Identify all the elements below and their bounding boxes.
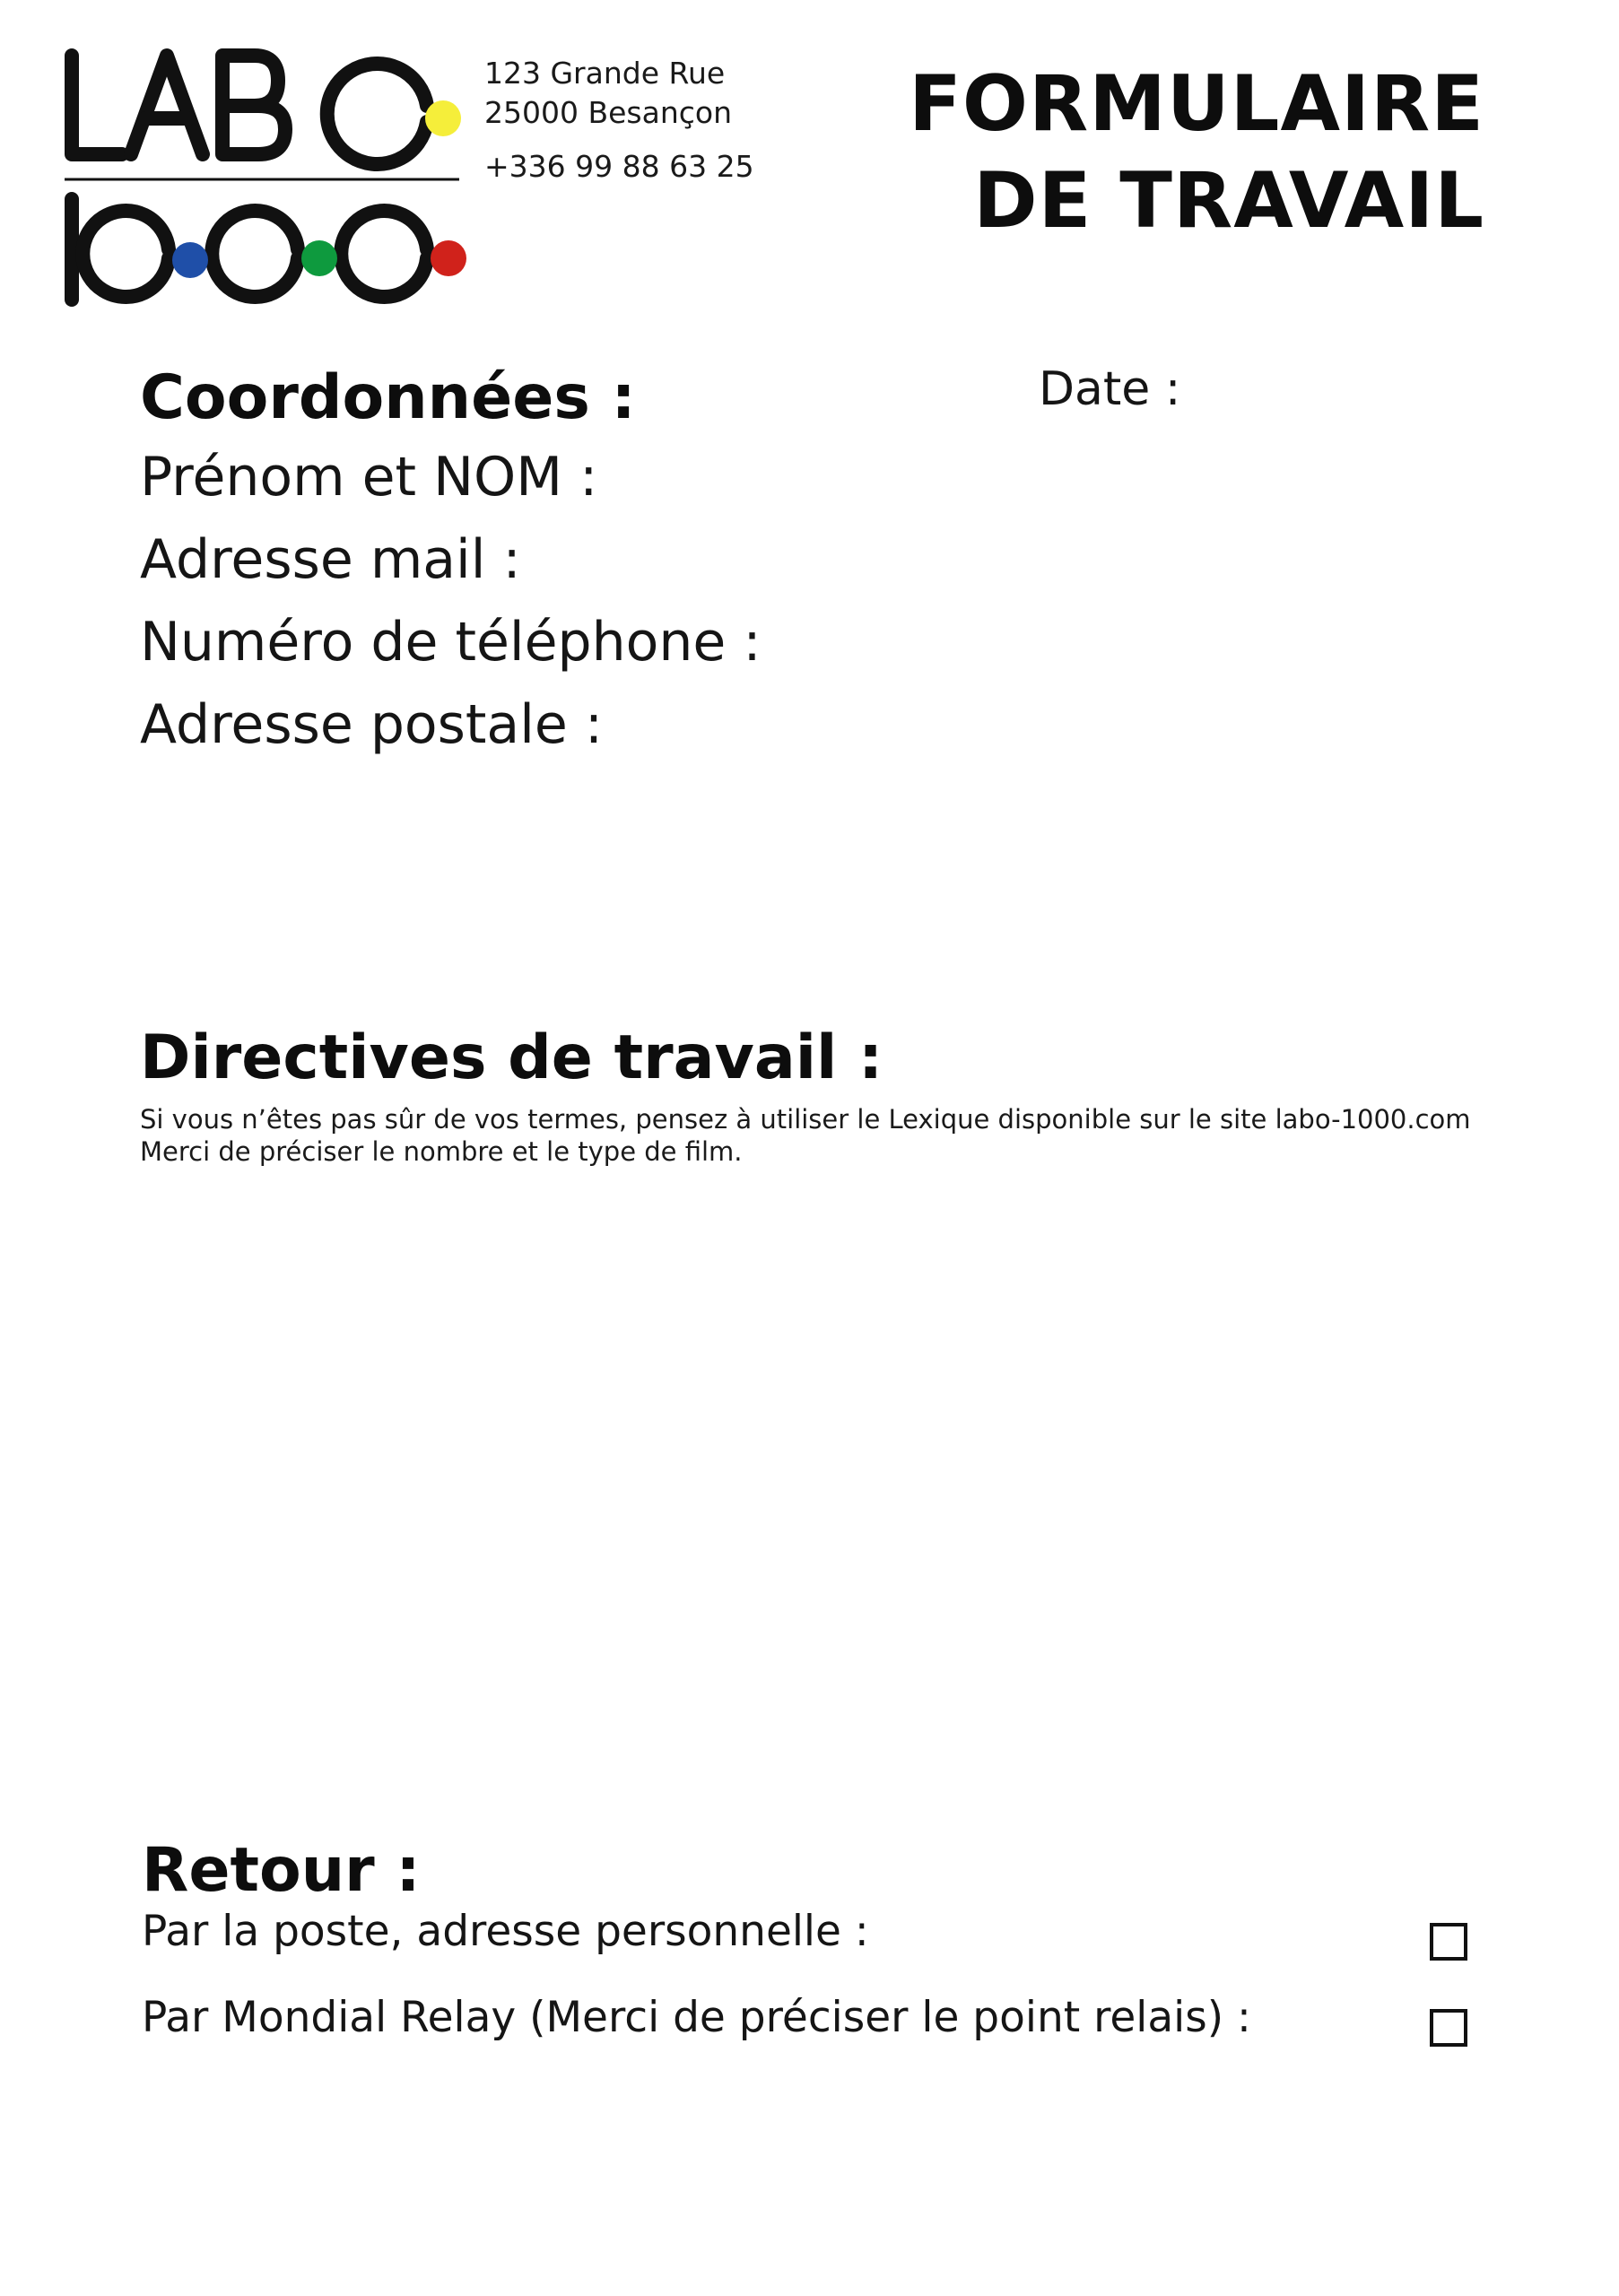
postal-address-label: Adresse postale :	[140, 693, 604, 756]
email-label: Adresse mail :	[140, 528, 521, 591]
return-post-checkbox[interactable]	[1430, 1923, 1467, 1961]
blue-dot	[172, 242, 208, 278]
return-relay-checkbox[interactable]	[1430, 2009, 1467, 2047]
retour-heading: Retour :	[142, 1835, 421, 1906]
green-dot	[301, 240, 337, 276]
yellow-dot	[425, 100, 461, 136]
return-post-label: Par la poste, adresse personnelle :	[142, 1907, 869, 1956]
name-label: Prénom et NOM :	[140, 446, 598, 509]
return-relay-label: Par Mondial Relay (Merci de préciser le point relais) :	[142, 1993, 1251, 2042]
directives-heading: Directives de travail :	[140, 1022, 883, 1093]
form-title-line1: FORMULAIRE	[909, 59, 1484, 149]
form-title-line2: DE TRAVAIL	[973, 156, 1484, 246]
address-city: 25000 Besançon	[484, 95, 732, 130]
address-phone: +336 99 88 63 25	[484, 149, 754, 184]
date-label: Date :	[1039, 362, 1181, 416]
lab-address	[484, 54, 754, 187]
form-title	[909, 56, 1484, 249]
red-dot	[431, 240, 466, 276]
address-street: 123 Grande Rue	[484, 56, 726, 91]
directives-hint-lexique: Si vous n’êtes pas sûr de vos termes, pensez à utiliser le Lexique disponible sur le site labo-1000.com	[140, 1104, 1471, 1135]
labo-1000-logo	[59, 47, 472, 316]
phone-label: Numéro de téléphone :	[140, 611, 762, 674]
directives-hint-film: Merci de préciser le nombre et le type de film.	[140, 1136, 743, 1167]
coordonnees-heading: Coordonnées :	[140, 362, 636, 433]
